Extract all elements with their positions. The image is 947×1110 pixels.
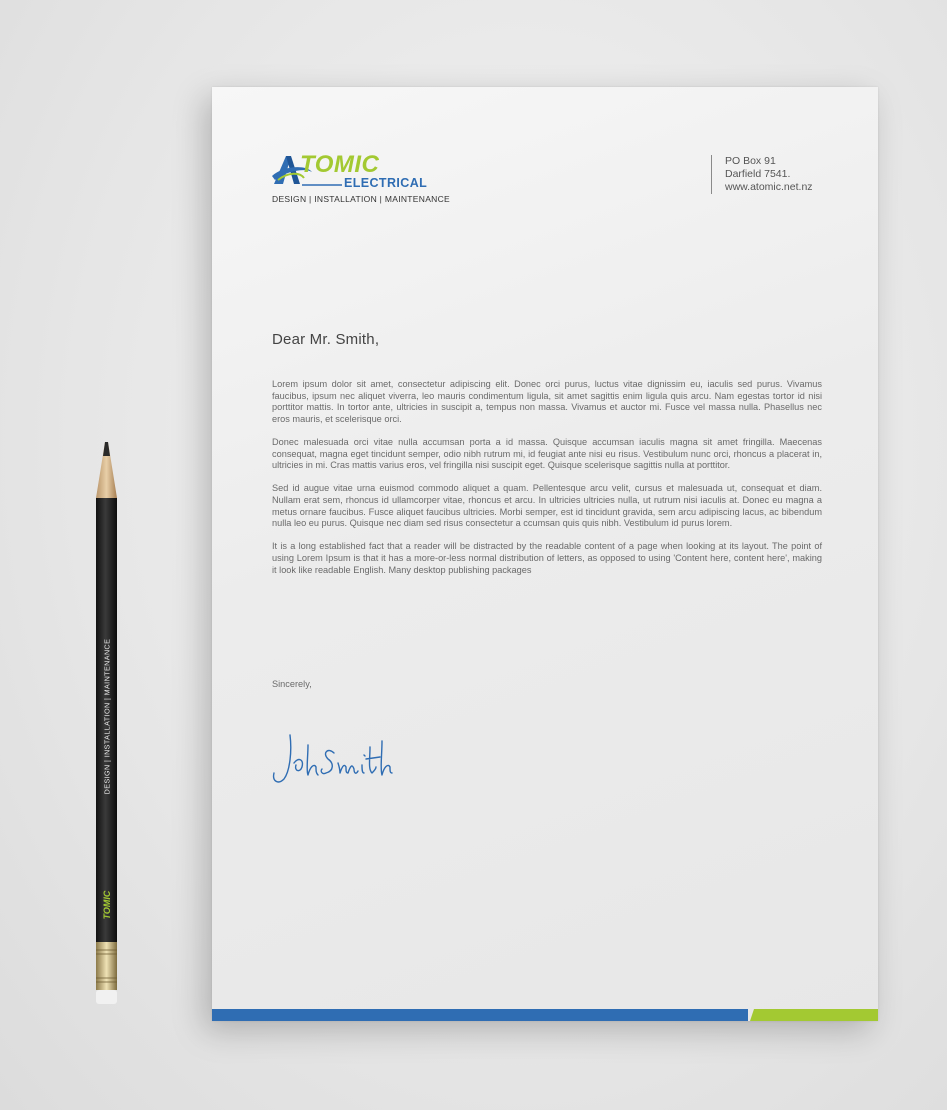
address-city: Darfield 7541. [725, 168, 791, 180]
letter-paragraph: Donec malesuada orci vitae nulla accumsan porta a id massa. Quisque accumsan iaculis magna sit amet fringilla. Maecenas consequat, magna eget tincidunt semper, odio nibh rutrum mi, id feugiat ante nisi eu risus. Vestibulum nunc orci, rhoncus a placerat in, ultricies in mi. Cras mattis varius eros, vel fringilla nisi suscipit eget. Quisque scelerisque sagittis nulla at porttitor. [272, 436, 822, 471]
footer-bar-blue [212, 1009, 748, 1021]
letter-paragraph: It is a long established fact that a reader will be distracted by the readable content of a page when looking at its layout. The point of using Lorem Ipsum is that it has a more-or-less normal distribution of letters, as opposed to using 'Content here, content here', making it look like readable English. Many desktop publishing packages [272, 541, 822, 575]
address-po-box: PO Box 91 [725, 155, 776, 167]
letterhead-page [212, 87, 878, 1021]
address-website: www.atomic.net.nz [725, 181, 813, 193]
signature-drawing [268, 723, 398, 793]
footer-bar-green [750, 1009, 878, 1021]
letter-closing: Sincerely, [272, 679, 312, 689]
company-address [711, 155, 813, 194]
pencil-prop [88, 440, 128, 1010]
logo-wordmark-tomic: TOMIC [300, 151, 380, 178]
handwritten-signature [268, 723, 398, 793]
letter-paragraph: Sed id augue vitae urna euismod commodo aliquet a quam. Pellentesque arcu velit, cursus et malesuada ut, consequat et diam. Nullam erat sem, rhoncus id ullamcorper vitae, rhoncus et arcu. In ultricies ultricies nulla, ut rutrum nisi iaculis at. Donec eu magna a metus ornare faucibus. Fusce aliquet faucibus ultricies. Morbi semper, est id tincidunt gravida, sem arcu adipiscing lacus, ac bibendum nulla leo eu purus. Quisque nec diam sed risus consectetur a ccumsan quis quis nibh. Vestibulum id purus lorem. [272, 483, 822, 529]
logo-tagline: DESIGN | INSTALLATION | MAINTENANCE [272, 194, 451, 204]
pencil-imprint: DESIGN | INSTALLATION | MAINTENANCE [102, 638, 112, 795]
letter-paragraph: Lorem ipsum dolor sit amet, consectetur adipiscing elit. Donec orci purus, luctus vitae dignissim eu, iaculis sed purus. Vivamus faucibus, ipsum nec aliquet viverra, leo mauris condimentum ligula, sit amet sagittis enim ligula quis arcu. Nam egestas tortor id nisi porttitor mattis. In tortor ante, ultricies in suscipit a, tempus non massa. Vivamus et auctor mi. Fusce vel massa nulla. Phasellus nec eros mauris, et scelerisque orci. [272, 379, 822, 424]
letter-body [272, 379, 822, 588]
pencil-brand: TOMIC [102, 890, 112, 920]
letter-salutation: Dear Mr. Smith, [272, 331, 380, 348]
logo-wordmark-electrical: ELECTRICAL [344, 176, 428, 190]
